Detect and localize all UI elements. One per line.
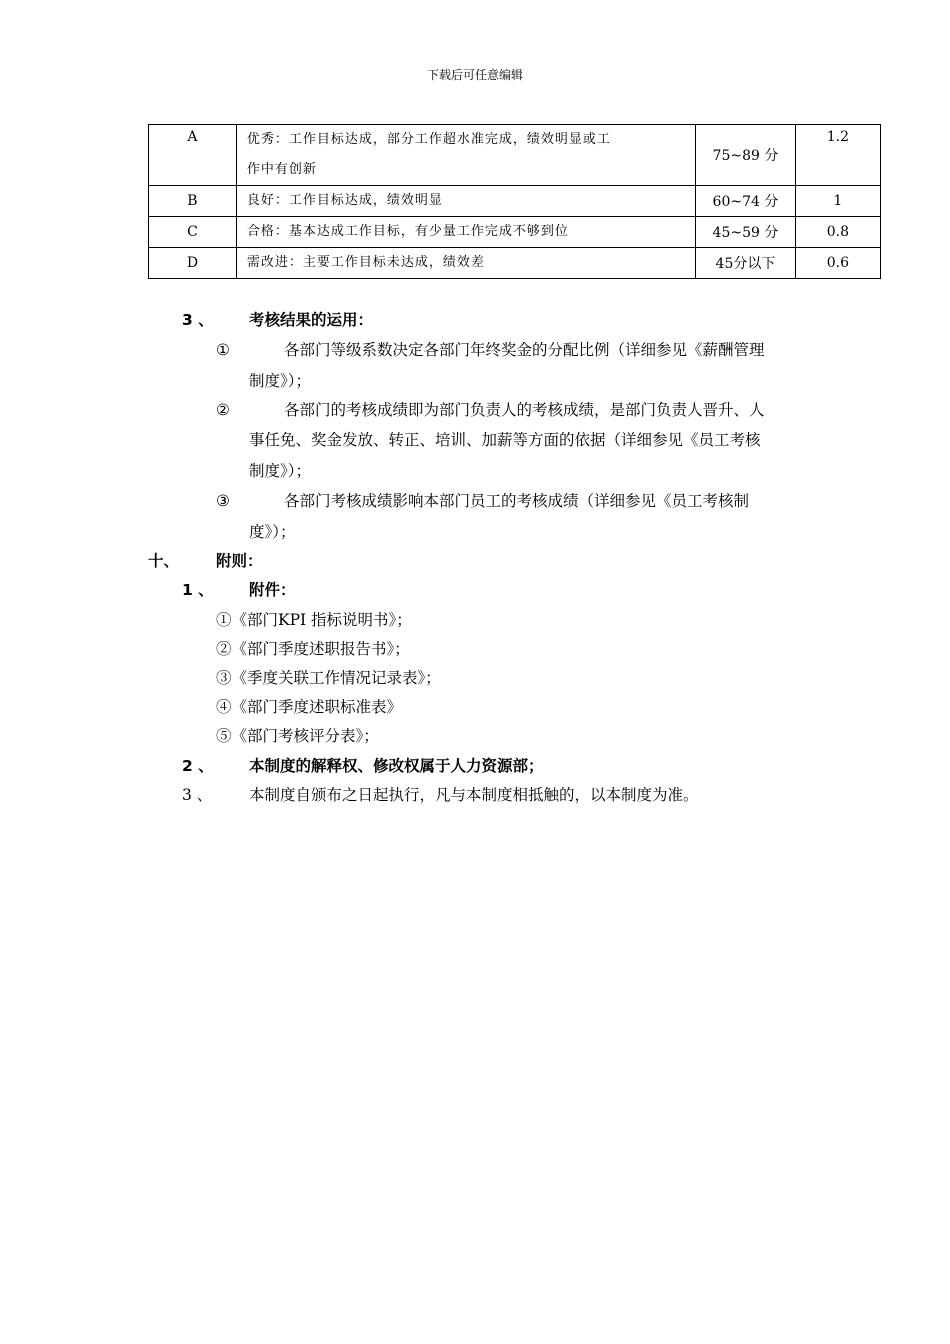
coefficient-cell: 0.8 bbox=[795, 217, 880, 248]
attachment-item: ④《部门季度述职标准表》 bbox=[216, 698, 403, 716]
item-text: 各部门等级系数决定各部门年终奖金的分配比例（详细参见《薪酬管理 bbox=[284, 341, 765, 359]
item-marker: ① bbox=[216, 341, 230, 359]
section-text: 本制度的解释权、修改权属于人力资源部； bbox=[249, 757, 544, 775]
coefficient-cell: 1.2 bbox=[795, 125, 880, 186]
table-row bbox=[149, 186, 881, 217]
description-cell: 需改进：主要工作目标未达成，绩效差 bbox=[236, 248, 695, 279]
section-number: 1 、 bbox=[182, 581, 214, 599]
section-text: 本制度自颁布之日起执行，凡与本制度相抵触的，以本制度为准。 bbox=[249, 786, 699, 804]
section-title: 附件： bbox=[249, 581, 296, 599]
table-row bbox=[149, 248, 881, 279]
item-marker: ② bbox=[216, 401, 230, 419]
item-text: 制度》）； bbox=[249, 372, 312, 390]
attachment-item: ①《部门KPI 指标说明书》； bbox=[216, 611, 412, 629]
attachment-item: ⑤《部门考核评分表》； bbox=[216, 727, 379, 745]
page-header: 下载后可任意编辑 bbox=[426, 68, 523, 82]
grade-cell: C bbox=[149, 217, 237, 248]
table-row bbox=[149, 217, 881, 248]
description-cell: 良好：工作目标达成，绩效明显 bbox=[236, 186, 695, 217]
score-cell: 60~74 分 bbox=[696, 186, 796, 217]
section-number: 2 、 bbox=[182, 757, 214, 775]
section-number: 3 、 bbox=[182, 786, 213, 804]
section-number: 3 、 bbox=[182, 311, 214, 329]
item-text: 事任免、奖金发放、转正、培训、加薪等方面的依据（详细参见《员工考核 bbox=[249, 431, 761, 449]
description-cell: 合格：基本达成工作目标，有少量工作完成不够到位 bbox=[236, 217, 695, 248]
grade-table bbox=[148, 124, 881, 279]
coefficient-cell: 1 bbox=[795, 186, 880, 217]
chapter-number: 十、 bbox=[148, 552, 180, 570]
score-cell: 75~89 分 bbox=[696, 125, 796, 186]
score-cell: 45分以下 bbox=[696, 248, 796, 279]
item-text: 制度》）； bbox=[249, 462, 312, 480]
grade-cell: A bbox=[149, 125, 237, 186]
coefficient-cell: 0.6 bbox=[795, 248, 880, 279]
description-line: 作中有创新 bbox=[246, 162, 317, 177]
chapter-title: 附则： bbox=[216, 552, 263, 570]
score-cell: 45~59 分 bbox=[696, 217, 796, 248]
grade-cell: D bbox=[149, 248, 237, 279]
section-title: 考核结果的运用： bbox=[249, 311, 374, 329]
attachment-item: ②《部门季度述职报告书》； bbox=[216, 640, 410, 658]
description-cell bbox=[236, 125, 695, 186]
attachment-item: ③《季度关联工作情况记录表》； bbox=[216, 669, 441, 687]
description-line: 优秀：工作目标达成，部分工作超水准完成，绩效明显或工 bbox=[246, 132, 611, 147]
item-text: 各部门考核成绩影响本部门员工的考核成绩（详细参见《员工考核制 bbox=[284, 492, 750, 510]
item-text: 度》）； bbox=[249, 523, 296, 541]
item-marker: ③ bbox=[216, 492, 230, 510]
grade-cell: B bbox=[149, 186, 237, 217]
table-row bbox=[149, 125, 881, 186]
item-text: 各部门的考核成绩即为部门负责人的考核成绩，是部门负责人晋升、人 bbox=[284, 401, 765, 419]
